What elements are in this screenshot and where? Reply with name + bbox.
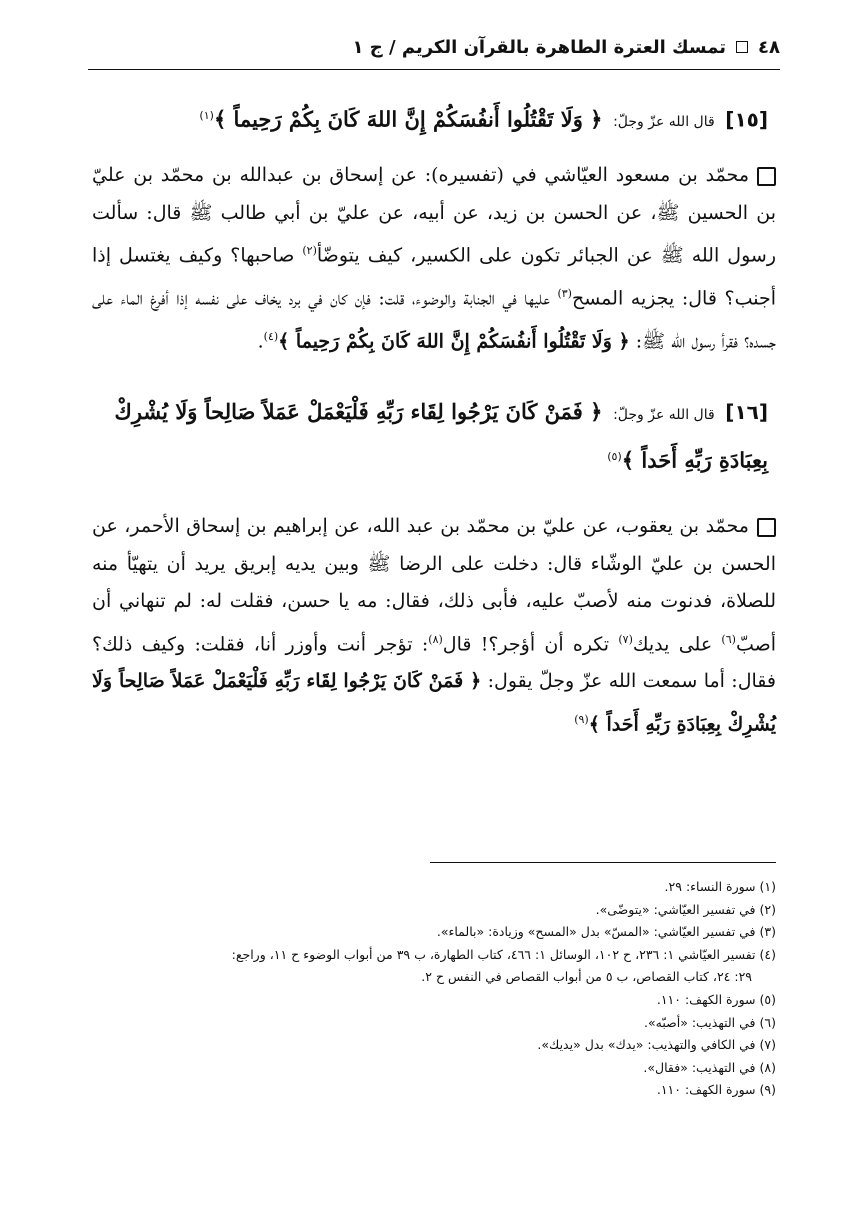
hadith-paragraph-16 bbox=[92, 508, 776, 744]
paragraph-text: عليها في الجنابة والوضوء، قلت: فإن كان في برد يخاف على نفسه إذا أفرغ الماء على جسده؟ فقرأ رسول الله ﷺ: bbox=[92, 287, 776, 353]
footnote-ref: (٣) bbox=[557, 287, 572, 301]
paragraph-text: محمّد بن يعقوب، عن عليّ بن محمّد بن عبد الله، عن إبراهيم بن إسحاق الأحمر، عن الحسن بن عليّ الوشّاء قال: دخلت على الرضا ﷺ وبين يديه إبريق يريد أن يتهيّأ منه للصلاة، فدنوت منه لأصبّ عليه، فأبى ذلك، فقال: مه يا حسن، فقلت له: لم تنهاني أن أصبّ bbox=[92, 515, 777, 655]
footnote-item: (٨) في التهذيب: «فقال». bbox=[643, 1059, 776, 1075]
section-heading-15 bbox=[92, 95, 776, 143]
quran-verse-inline: ﴿ فَمَنْ كَانَ يَرْجُوا لِقَاء رَبِّهِ فَلْيَعْمَلْ عَمَلاً صَالِحاً وَلَا يُشْرِكْ بِعِبَادَةِ رَبِّهِ أَحَداً ﴾ bbox=[92, 670, 776, 736]
paragraph-text: : تؤجر أنت وأوزر أنا، فقلت: وكيف ذلك؟ فقال: أما سمعت الله عزّ وجلّ يقول: bbox=[92, 632, 776, 693]
paragraph-text: محمّد بن مسعود العيّاشي في (تفسيره): عن إسحاق بن عبدالله بن محمّد بن عليّ بن الحسين ﷺ، عن الحسن بن زيد، عن أبيه، عن عليّ بن أبي طالب ﷺ قال: سألت رسول الله ﷺ عن الجبائر تكون على الكسير، كيف يتوضّأ bbox=[92, 164, 776, 267]
running-header bbox=[88, 30, 780, 64]
footnote-ref: (٨) bbox=[428, 632, 443, 646]
quran-verse: ﴿ فَمَنْ كَانَ يَرْجُوا لِقَاء رَبِّهِ فَلْيَعْمَلْ عَمَلاً صَالِحاً وَلَا يُشْرِكْ بِعِبَادَةِ رَبِّهِ أَحَداً ﴾ bbox=[114, 398, 768, 473]
footnotes bbox=[88, 876, 776, 1102]
footnote-ref: (٦) bbox=[721, 632, 736, 646]
quran-verse-inline: ﴿ وَلَا تَقْتُلُوا أَنفُسَكُمْ إِنَّ اللهَ كَانَ بِكُمْ رَحِيماً ﴾ bbox=[278, 330, 630, 353]
paragraph-text: . bbox=[257, 330, 264, 353]
hadith-paragraph-15 bbox=[92, 157, 776, 360]
page-body bbox=[92, 95, 776, 744]
quran-verse: ﴿ وَلَا تَقْتُلُوا أَنفُسَكُمْ إِنَّ اللهَ كَانَ بِكُمْ رَحِيماً ﴾ bbox=[213, 106, 603, 132]
section-number: [١٦] bbox=[725, 399, 768, 424]
square-bullet-icon bbox=[757, 167, 776, 186]
footnote-ref: (٧) bbox=[618, 632, 633, 646]
running-title: تمسك العترة الطاهرة بالقرآن الكريم / ج ١ bbox=[352, 36, 727, 58]
footnote-item: (٧) في الكافي والتهذيب: «يدك» بدل «يديك». bbox=[537, 1037, 776, 1053]
footnote-item: (٩) سورة الكهف: ١١٠. bbox=[656, 1082, 776, 1098]
section-heading-16 bbox=[92, 391, 776, 482]
footnote-ref: (٢) bbox=[302, 244, 317, 258]
header-rule bbox=[88, 69, 780, 70]
page-number: ٤٨ bbox=[758, 36, 780, 58]
section-intro: قال الله عزّ وجلّ: bbox=[613, 114, 715, 131]
section-intro: قال الله عزّ وجلّ: bbox=[613, 406, 715, 423]
footnote-item: (٣) في تفسير العيّاشي: «المسّ» بدل «المسح» وزيادة: «بالماء». bbox=[436, 924, 776, 940]
footnote-ref: (٩) bbox=[574, 712, 589, 726]
footnote-item: (٦) في التهذيب: «أصبّه». bbox=[644, 1014, 776, 1030]
footnote-rule bbox=[430, 862, 776, 863]
header-square-icon bbox=[736, 41, 748, 53]
square-bullet-icon bbox=[757, 518, 776, 537]
footnote-item: (٢) في تفسير العيّاشي: «يتوضّى». bbox=[595, 901, 776, 917]
paragraph-text: تكره أن أؤجر؟! قال bbox=[442, 632, 619, 655]
footnote-continuation: ٢٩: ٢٤، كتاب القصاص، ب ٥ من أبواب القصاص في النفس ح ٢. bbox=[421, 969, 752, 985]
section-number: [١٥] bbox=[725, 107, 768, 132]
footnote-item: (٥) سورة الكهف: ١١٠. bbox=[656, 991, 776, 1007]
paragraph-text: صاحبها؟ وكيف يغتسل إذا أجنب؟ قال: يجزيه المسح bbox=[92, 244, 776, 310]
paragraph-text: على يديك bbox=[632, 632, 722, 655]
footnote-item: (٤) تفسير العيّاشي ١: ٢٣٦، ح ١٠٢، الوسائل ١: ٤٦٦، كتاب الطهارة، ب ٣٩ من أبواب الوضوء ح ١١، وراجع: bbox=[231, 946, 776, 962]
footnote-item: (١) سورة النساء: ٢٩. bbox=[664, 879, 776, 894]
footnote-ref: (١) bbox=[199, 109, 214, 122]
footnote-ref: (٥) bbox=[607, 449, 622, 463]
footnote-ref: (٤) bbox=[263, 329, 279, 343]
